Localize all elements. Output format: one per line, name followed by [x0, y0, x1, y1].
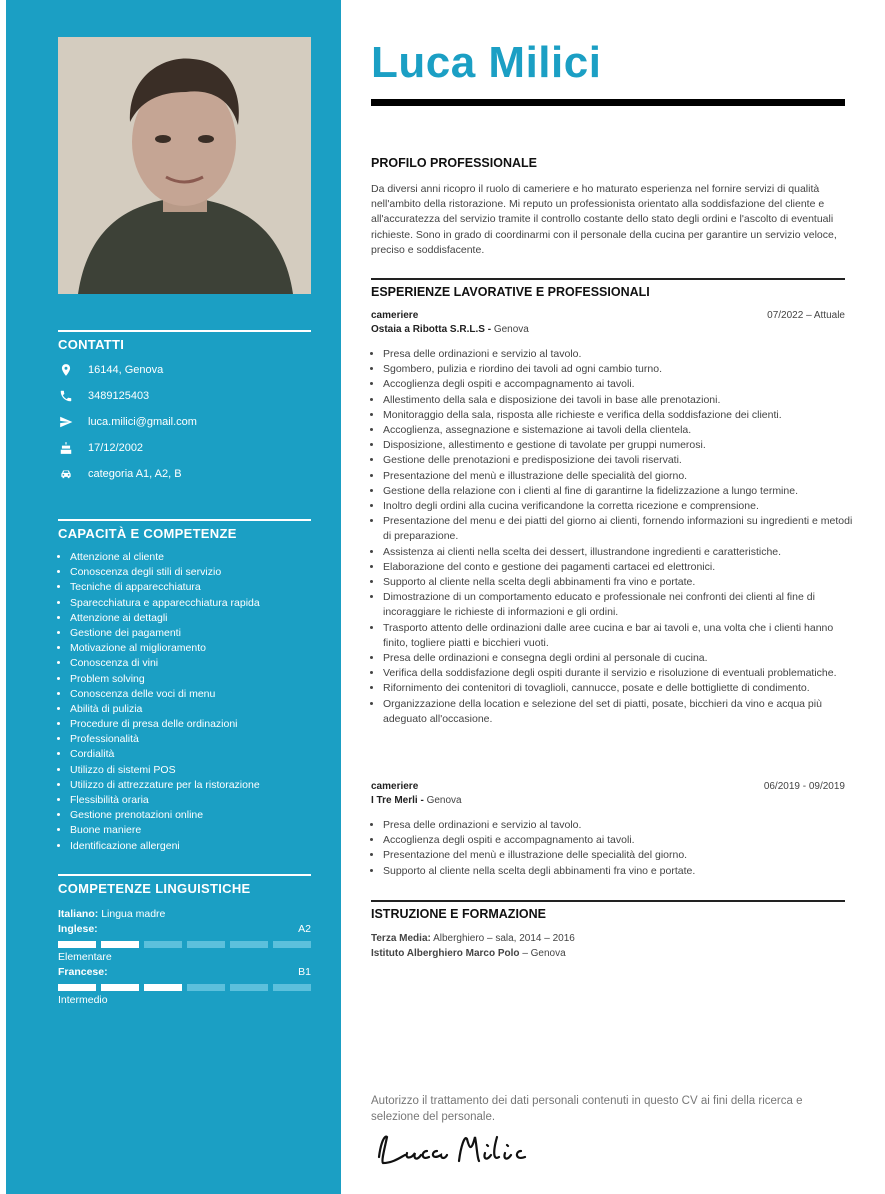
task-item: • Accoglienza degli ospiti e accompagnamento ai tavoli. [383, 833, 857, 848]
skill-item: • Buone maniere [70, 823, 311, 838]
skill-item: • Problem solving [70, 672, 311, 687]
skills-list [58, 550, 311, 854]
task-item: • Inoltro degli ordini alla cucina verificandone la corretta ricezione e comprensione. [383, 499, 857, 514]
contacts-heading: CONTATTI [58, 337, 125, 352]
task-item: • Verifica della soddisfazione degli ospiti durante il servizio e risoluzione di eventuali problematiche. [383, 666, 857, 681]
task-item: • Presentazione del menu e dei piatti del giorno ai clienti, fornendo informazioni su ingredienti e metodi di preparazione. [383, 514, 857, 544]
level-segment-filled [144, 984, 182, 991]
contact-email [58, 409, 311, 435]
task-item: • Elaborazione del conto e gestione dei pagamenti cartacei ed elettronici. [383, 560, 857, 575]
task-item: • Supporto al cliente nella scelta degli abbinamenti fra vino e portate. [383, 575, 857, 590]
contact-email-text[interactable]: luca.milici@gmail.com [88, 416, 197, 428]
job-2-dates: 06/2019 - 09/2019 [763, 781, 845, 792]
language-french-level: B1 [298, 966, 311, 978]
skill-item: • Attenzione ai dettagli [70, 611, 311, 626]
job-1-company: Ostaia a Ribotta S.R.L.S - [371, 324, 492, 335]
task-item: • Assistenza ai clienti nella scelta dei dessert, illustrandone ingredienti e caratteristiche. [383, 545, 857, 560]
email-send-icon [58, 414, 74, 430]
task-item: • Monitoraggio della sala, risposta alle richieste e verifica della soddisfazione dei clienti. [383, 408, 857, 423]
job-2-tasks [371, 818, 857, 879]
skill-item: • Motivazione al miglioramento [70, 641, 311, 656]
level-segment-empty [144, 941, 182, 948]
skill-item: • Procedure di presa delle ordinazioni [70, 717, 311, 732]
level-segment-empty [230, 984, 268, 991]
car-icon [58, 466, 74, 482]
sidebar [6, 0, 341, 1194]
job-1-city: Genova [493, 324, 529, 335]
skill-item: • Flessibilità oraria [70, 793, 311, 808]
task-item: • Accoglienza degli ospiti e accompagnamento ai tavoli. [383, 377, 857, 392]
task-item: • Supporto al cliente nella scelta degli abbinamenti fra vino e portate. [383, 864, 857, 879]
profile-text: Da diversi anni ricopro il ruolo di cameriere e ho maturato esperienza nel fornire servizi di qualità nell'ambito della ristorazione. Mi reputo un professionista orientato alla soddisfazione del cliente e all'accuratezza del servizio tramite il controllo costante dello stato degli ordini e l'ascolto di eventuali richieste. Sono in grado di coordinarmi con il personale della cucina per garantire un servizio veloce, preciso e soddisfacente. [371, 183, 837, 256]
skill-item: • Utilizzo di sistemi POS [70, 763, 311, 778]
language-french [58, 965, 311, 980]
skill-item: • Identificazione allergeni [70, 839, 311, 854]
skill-item: • Tecniche di apparecchiatura [70, 580, 311, 595]
level-segment-empty [230, 941, 268, 948]
education-entry-1-title: Terza Media: [371, 933, 431, 944]
education-heading: ISTRUZIONE E FORMAZIONE [371, 900, 845, 921]
language-english-label: Inglese: [58, 923, 98, 935]
job-1-title: cameriere [371, 310, 419, 321]
language-english [58, 922, 311, 937]
contact-phone [58, 383, 311, 409]
handwritten-signature [371, 1127, 531, 1171]
education-entry-2-detail: – Genova [522, 948, 566, 960]
task-item: • Rifornimento dei contenitori di tovaglioli, cannucce, posate e delle bottigliette di condimento. [383, 681, 857, 696]
task-item: • Presentazione del menù e illustrazione delle specialità del giorno. [383, 469, 857, 484]
skill-item: • Gestione dei pagamenti [70, 626, 311, 641]
education-entry-1-detail: Alberghiero – sala, 2014 – 2016 [433, 933, 575, 944]
language-french-bar [58, 984, 311, 991]
education-entry [371, 931, 845, 946]
language-french-desc: Intermedio [58, 994, 108, 1006]
level-segment-empty [273, 984, 311, 991]
skill-item: • Gestione prenotazioni online [70, 808, 311, 823]
portrait-illustration [58, 37, 311, 294]
job-2-city: Genova [426, 795, 462, 806]
job-2-title: cameriere [371, 781, 419, 792]
level-segment-empty [187, 941, 225, 948]
contacts-divider [58, 330, 311, 332]
level-segment-filled [101, 984, 139, 991]
level-segment-filled [101, 941, 139, 948]
languages-heading: COMPETENZE LINGUISTICHE [58, 881, 251, 896]
language-native-value: Lingua madre [101, 908, 166, 920]
task-item: • Allestimento della sala e disposizione dei tavoli in base alle prenotazioni. [383, 393, 857, 408]
skill-item: • Sparecchiatura e apparecchiatura rapida [70, 596, 311, 611]
contacts-section [58, 330, 311, 487]
task-item: • Presentazione del menù e illustrazione delle specialità del giorno. [383, 848, 857, 863]
contact-address-text: 16144, Genova [88, 364, 164, 376]
contact-birthdate [58, 435, 311, 461]
name-divider [371, 99, 845, 106]
skill-item: • Conoscenza delle voci di menu [70, 687, 311, 702]
language-english-level: A2 [298, 923, 311, 935]
task-item: • Accoglienza, assegnazione e sistemazione ai tavoli della clientela. [383, 423, 857, 438]
contact-address [58, 357, 311, 383]
skill-item: • Conoscenza degli stili di servizio [70, 565, 311, 580]
signature [371, 1127, 531, 1176]
skill-item: • Utilizzo di attrezzature per la ristorazione [70, 778, 311, 793]
language-native [58, 907, 311, 922]
profile-heading: PROFILO PROFESSIONALE [371, 156, 537, 170]
language-native-label: Italiano: [58, 908, 99, 920]
privacy-consent: Autorizzo il trattamento dei dati personali contenuti in questo CV ai fini della ricerca e selezione del personale. [371, 1095, 803, 1123]
location-pin-icon [58, 362, 74, 378]
candidate-name: Luca Milici [371, 38, 602, 87]
level-segment-empty [187, 984, 225, 991]
task-item: • Presa delle ordinazioni e servizio al tavolo. [383, 347, 857, 362]
birthday-cake-icon [58, 440, 74, 456]
contact-birthdate-text: 17/12/2002 [88, 442, 144, 454]
task-item: • Gestione delle prenotazioni e predisposizione dei tavoli riservati. [383, 453, 857, 468]
language-english-desc: Elementare [58, 951, 112, 963]
education-list [371, 931, 845, 961]
task-item: • Organizzazione della location e selezione del set di piatti, posate, bicchieri da vino e acqua più adeguato all'occasione. [383, 697, 857, 727]
skill-item: • Professionalità [70, 732, 311, 747]
skill-item: • Conoscenza di vini [70, 656, 311, 671]
profile-photo [58, 37, 311, 294]
level-segment-filled [58, 941, 96, 948]
contact-license [58, 461, 311, 487]
experience-heading: ESPERIENZE LAVORATIVE E PROFESSIONALI [371, 278, 845, 299]
skills-section [58, 519, 311, 854]
task-item: • Presa delle ordinazioni e consegna degli ordini al personale di cucina. [383, 651, 857, 666]
contact-license-text: categoria A1, A2, B [88, 468, 182, 480]
level-segment-filled [58, 984, 96, 991]
languages-divider [58, 874, 311, 876]
skill-item: • Abilità di pulizia [70, 702, 311, 717]
languages-section [58, 874, 311, 1008]
language-french-label: Francese: [58, 966, 108, 978]
skill-item: • Cordialità [70, 747, 311, 762]
job-1-dates: 07/2022 – Attuale [767, 310, 845, 321]
job-1-header [371, 310, 845, 335]
skill-item: • Attenzione al cliente [70, 550, 311, 565]
phone-icon [58, 388, 74, 404]
task-item: • Trasporto attento delle ordinazioni dalle aree cucina e bar ai tavoli e, una volta che i clienti hanno finito, togliere piatti e bicchieri vuoti. [383, 621, 857, 651]
job-1-tasks [371, 347, 857, 727]
job-2-company: I Tre Merli - [371, 795, 424, 806]
contact-phone-text: 3489125403 [88, 390, 150, 402]
task-item: • Dimostrazione di un comportamento educato e professionale nei confronti dei clienti al fine di incoraggiare le richieste di informazioni e gli ordini. [383, 590, 857, 620]
level-segment-empty [273, 941, 311, 948]
job-2-header [371, 781, 845, 806]
task-item: • Sgombero, pulizia e riordino dei tavoli ad ogni cambio turno. [383, 362, 857, 377]
language-english-bar [58, 941, 311, 948]
skills-divider [58, 519, 311, 521]
skills-heading: CAPACITÀ E COMPETENZE [58, 526, 237, 541]
education-entry [371, 946, 845, 961]
education-entry-2-title: Istituto Alberghiero Marco Polo [371, 948, 520, 960]
task-item: • Disposizione, allestimento e gestione di tavolate per gruppi numerosi. [383, 438, 857, 453]
task-item: • Presa delle ordinazioni e servizio al tavolo. [383, 818, 857, 833]
task-item: • Gestione della relazione con i clienti al fine di garantirne la fidelizzazione a lungo termine. [383, 484, 857, 499]
